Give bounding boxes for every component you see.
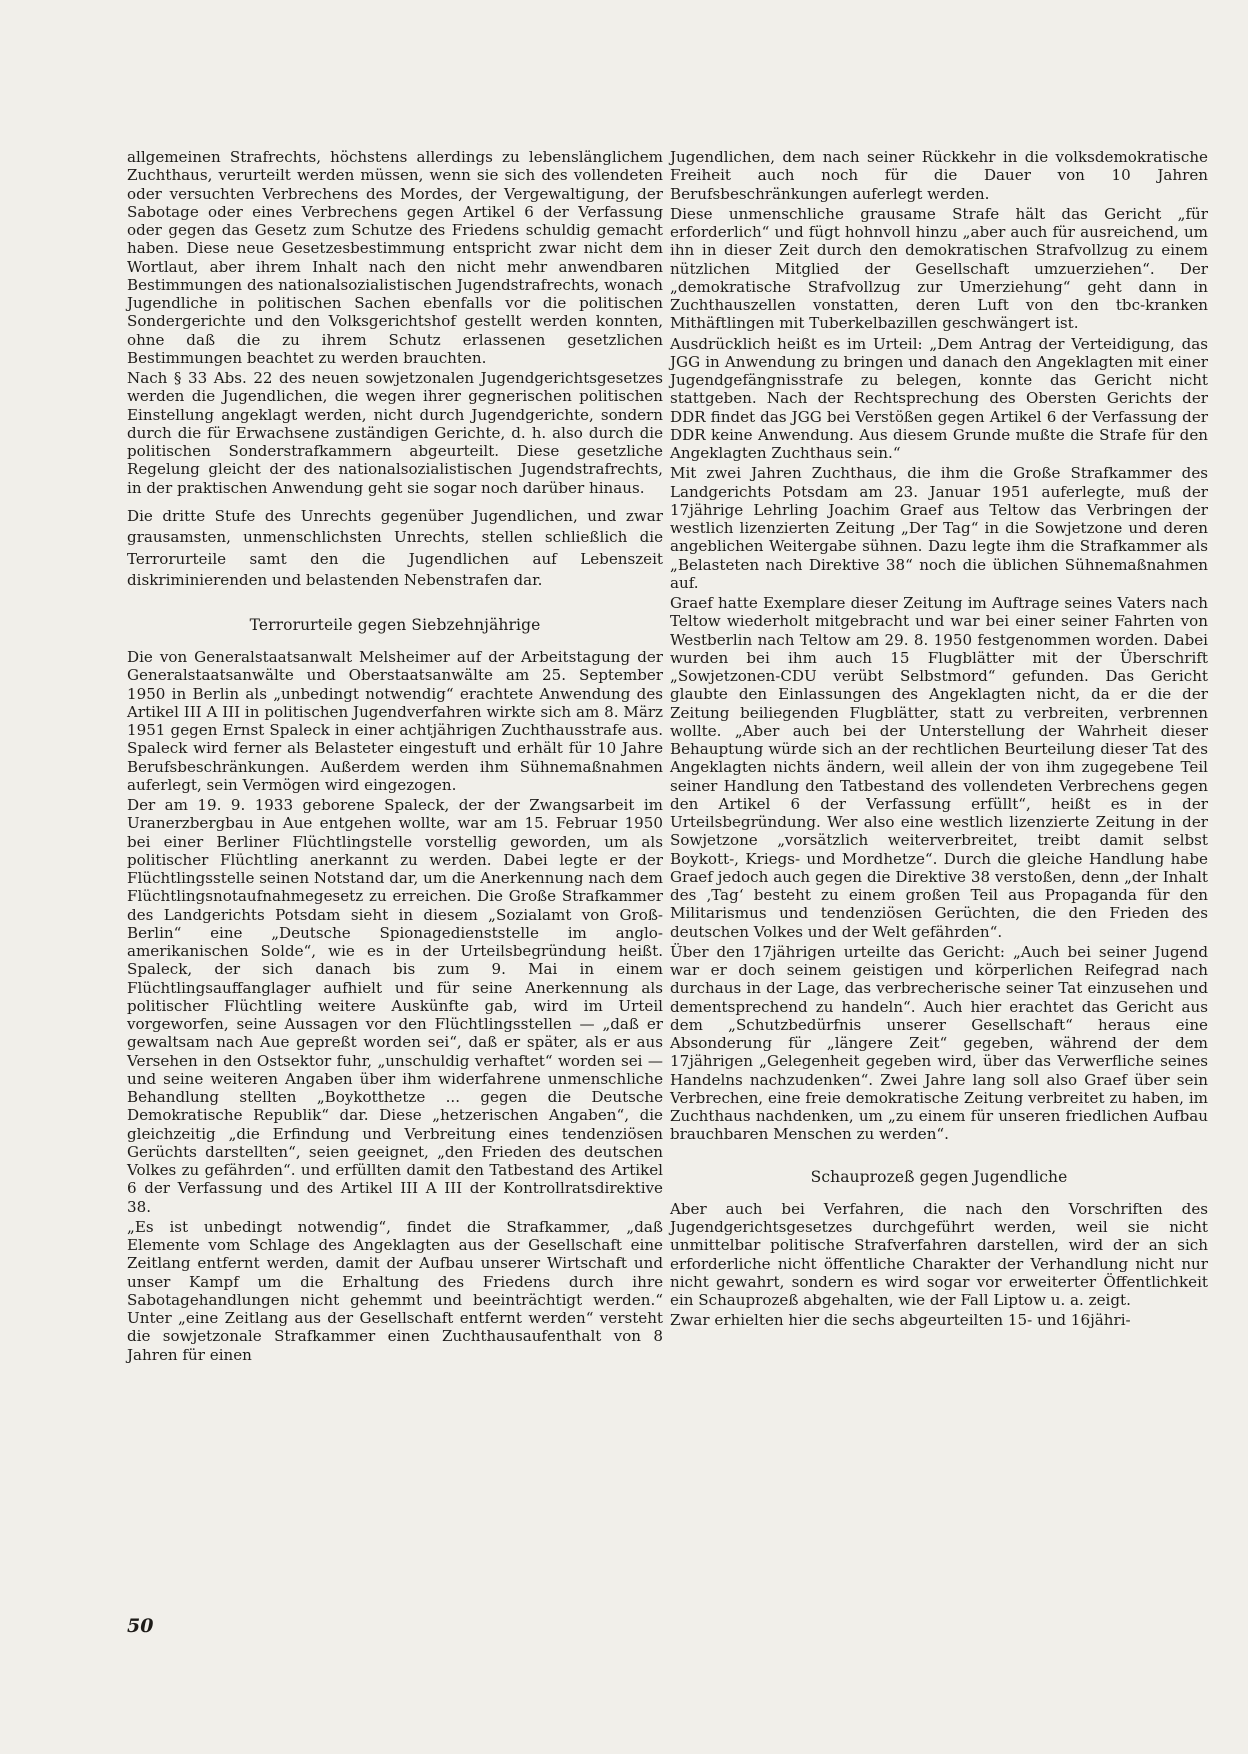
paragraph: Mit zwei Jahren Zuchthaus, die ihm die Große Strafkammer des Landgerichts Potsdam am 23. Januar 1951 auferlegte, muß der 17jährige Lehrling Joachim Graef aus Teltow das Verbringen der westlich lizenzierten Zeitung „Der Tag“ in die Sowjetzone und deren angeblichen Weitergabe sühnen. Dazu legte ihm die Strafkammer als „Belasteten nach Direktive 38“ noch die üblichen Sühnemaßnahmen auf.	[670, 464, 1208, 592]
paragraph: allgemeinen Strafrechts, höchstens allerdings zu lebenslänglichem Zuchthaus, verurteilt werden müssen, wenn sie sich des vollendeten oder versuchten Verbrechens des Mordes, der Vergewaltigung, der Sabotage oder eines Verbrechens gegen Artikel 6 der Verfassung oder gegen das Gesetz zum Schutze des Friedens schuldig gemacht haben. Diese neue Gesetzesbestimmung entspricht zwar nicht dem Wortlaut, aber ihrem Inhalt nach den nicht mehr anwendbaren Bestimmungen des nationalsozialistischen Jugendstrafrechts, wonach Jugendliche in politischen Sachen ebenfalls vor die politischen Sondergerichte und den Volksgerichtshof gestellt werden konnten, ohne daß die zu ihrem Schutz erlassenen gesetzlichen Bestimmungen beachtet zu werden brauchten.	[127, 148, 663, 367]
paragraph: Über den 17jährigen urteilte das Gericht: „Auch bei seiner Jugend war er doch seinem geistigen und körperlichen Reifegrad nach durchaus in der Lage, das verbrecherische seiner Tat einzusehen und dementsprechend zu handeln“. Auch hier erachtet das Gericht aus dem „Schutzbedürfnis unserer Gesellschaft“ heraus eine Absonderung für „längere Zeit“ gegeben, während der dem 17jährigen „Gelegenheit gegeben wird, über das Verwerfliche seines Handelns nachzudenken“. Zwei Jahre lang soll also Graef über sein Verbrechen, eine freie demokratische Zeitung verbreitet zu haben, im Zuchthaus nachdenken, um „zu einem für unseren friedlichen Aufbau brauchbaren Menschen zu werden“.	[670, 942, 1208, 1144]
paragraph: Jugendlichen, dem nach seiner Rückkehr in die volksdemokratische Freiheit auch noch für die Dauer von 10 Jahren Berufsbeschränkungen auferlegt werden.	[670, 148, 1208, 203]
section-heading: Terrorurteile gegen Siebzehnjährige	[249, 615, 541, 634]
paragraph: Ausdrücklich heißt es im Urteil: „Dem Antrag der Verteidigung, das JGG in Anwendung zu bringen und danach den Angeklagten mit einer Jugendgefängnisstrafe zu belegen, konnte das Gericht nicht stattgeben. Nach der Rechtsprechung des Obersten Gerichts der DDR findet das JGG bei Verstößen gegen Artikel 6 der Verfassung der DDR keine Anwendung. Aus diesem Grunde mußte die Strafe für den Angeklagten Zuchthaus sein.“	[670, 334, 1208, 462]
page-number: 50	[127, 1615, 154, 1637]
paragraph: Der am 19. 9. 1933 geborene Spaleck, der der Zwangsarbeit im Uranerzbergbau in Aue entgehen wollte, war am 15. Februar 1950 bei einer Berliner Flüchtlingstelle vorstellig geworden, um als politischer Flüchtling anerkannt zu werden. Dabei legte er der Flüchtlingsstelle seinen Notstand dar, um die Anerkennung nach dem Flüchtlingsnotaufnahmegesetz zu erreichen. Die Große Strafkammer des Landgerichts Potsdam sieht in diesem „Sozialamt von Groß-Berlin“ eine „Deutsche Spionagedienststelle im anglo-amerikanischen Solde“, wie es in der Urteilsbegründung heißt. Spaleck, der sich danach bis zum 9. Mai in einem Flüchtlingsauffanglager aufhielt und für seine Anerkennung als politischer Flüchtling weitere Auskünfte gab, wird im Urteil vorgeworfen, seine Aussagen vor den Flüchtlingsstellen — „daß er gewaltsam nach Aue gepreßt worden sei“, daß er später, als er aus Versehen in den Ostsektor fuhr, „unschuldig verhaftet“ worden sei — und seine weiteren Angaben über ihm widerfahrene unmenschliche Behandlung stellten „Boykotthetze ... gegen die Deutsche Demokratische Republik“ dar. Diese „hetzerischen Angaben“, die gleichzeitig „die Erfindung und Verbreitung eines tendenziösen Gerüchts darstellten“, seien geeignet, „den Frieden des deutschen Volkes zu gefährden“. und erfüllten damit den Tatbestand des Artikel 6 der Verfassung und des Artikel III A III der Kontrollratsdirektive 38.	[127, 796, 663, 1216]
paragraph: „Es ist unbedingt notwendig“, findet die Strafkammer, „daß Elemente vom Schlage des Angeklagten aus der Gesellschaft eine Zeitlang entfernt werden, damit der Aufbau unserer Wirtschaft und unser Kampf um die Erhaltung des Friedens durch ihre Sabotagehandlungen nicht gehemmt und beeinträchtigt werden.“ Unter „eine Zeitlang aus der Gesellschaft entfernt werden“ versteht die sowjetzonale Strafkammer einen Zuchthausaufenthalt von 8 Jahren für einen	[127, 1217, 663, 1364]
paragraph: Die dritte Stufe des Unrechts gegenüber Jugendlichen, und zwar grausamsten, unmenschlichsten Unrechts, stellen schließlich die Terrorurteile samt den die Jugendlichen auf Lebenszeit diskriminierenden und belastenden Nebenstrafen dar.	[127, 506, 663, 590]
left-column	[127, 148, 663, 1364]
section-heading: Schauprozeß gegen Jugendliche	[810, 1167, 1068, 1186]
paragraph: Aber auch bei Verfahren, die nach den Vorschriften des Jugendgerichtsgesetzes durchgeführt werden, weil sie nicht unmittelbar politische Strafverfahren darstellen, wird der an sich erforderliche nicht öffentliche Charakter der Verhandlung nicht nur nicht gewahrt, sondern es wird sogar vor erweiterter Öffentlichkeit ein Schauprozeß abgehalten, wie der Fall Liptow u. a. zeigt.	[670, 1199, 1208, 1309]
paragraph: Nach § 33 Abs. 22 des neuen sowjetzonalen Jugendgerichtsgesetzes werden die Jugendlichen, die wegen ihrer gegnerischen politischen Einstellung angeklagt werden, nicht durch Jugendgerichte, sondern durch die für Erwachsene zuständigen Gerichte, d. h. also durch die politischen Sonderstrafkammern abgeurteilt. Diese gesetzliche Regelung gleicht der des nationalsozialistischen Jugendstrafrechts, in der praktischen Anwendung geht sie sogar noch darüber hinaus.	[127, 369, 663, 497]
right-column	[670, 148, 1208, 1330]
paragraph: Graef hatte Exemplare dieser Zeitung im Auftrage seines Vaters nach Teltow wiederholt mitgebracht und war bei einer seiner Fahrten von Westberlin nach Teltow am 29. 8. 1950 festgenommen worden. Dabei wurden bei ihm auch 15 Flugblätter mit der Überschrift „Sowjetzonen-CDU verübt Selbstmord“ gefunden. Das Gericht glaubte den Einlassungen des Angeklagten nicht, da er die der Zeitung beiliegenden Flugblätter, statt zu verbreiten, verbrennen wollte. „Aber auch bei der Unterstellung der Wahrheit dieser Behauptung würde sich an der rechtlichen Beurteilung dieser Tat des Angeklagten nichts ändern, weil allein der von ihm zugegebene Teil seiner Handlung den Tatbestand des vollendeten Verbrechens gegen den Artikel 6 der Verfassung erfüllt“, heißt es in der Urteilsbegründung. Wer also eine westlich lizenzierte Zeitung in der Sowjetzone „vorsätzlich weiterverbreitet, treibt damit selbst Boykott-, Kriegs- und Mordhetze“. Durch die gleiche Handlung habe Graef jedoch auch gegen die Direktive 38 verstoßen, denn „der Inhalt des ‚Tag‘ besteht zu einem großen Teil aus Propaganda für den Militarismus und tendenziösen Gerüchten, die den Frieden des deutschen Volkes und der Welt gefährden“.	[670, 594, 1208, 941]
paragraph: Zwar erhielten hier die sechs abgeurteilten 15- und 16jähri-	[670, 1311, 1131, 1330]
paragraph: Die von Generalstaatsanwalt Melsheimer auf der Arbeitstagung der Generalstaatsanwälte und Oberstaatsanwälte am 25. September 1950 in Berlin als „unbedingt notwendig“ erachtete Anwendung des Artikel III A III in politischen Jugendverfahren wirkte sich am 8. März 1951 gegen Ernst Spaleck in einer achtjährigen Zuchthausstrafe aus. Spaleck wird ferner als Belasteter eingestuft und erhält für 10 Jahre Berufsbeschränkungen. Außerdem werden ihm Sühnemaßnahmen auferlegt, sein Vermögen wird eingezogen.	[127, 648, 663, 794]
paragraph: Diese unmenschliche grausame Strafe hält das Gericht „für erforderlich“ und fügt hohnvoll hinzu „aber auch für ausreichend, um ihn in dieser Zeit durch den demokratischen Strafvollzug zu einem nützlichen Mitglied der Gesellschaft umzuerziehen“. Der „demokratische Strafvollzug zur Umerziehung“ geht dann in Zuchthauszellen vonstatten, deren Luft von den tbc-kranken Mithäftlingen mit Tuberkelbazillen geschwängert ist.	[670, 204, 1208, 333]
